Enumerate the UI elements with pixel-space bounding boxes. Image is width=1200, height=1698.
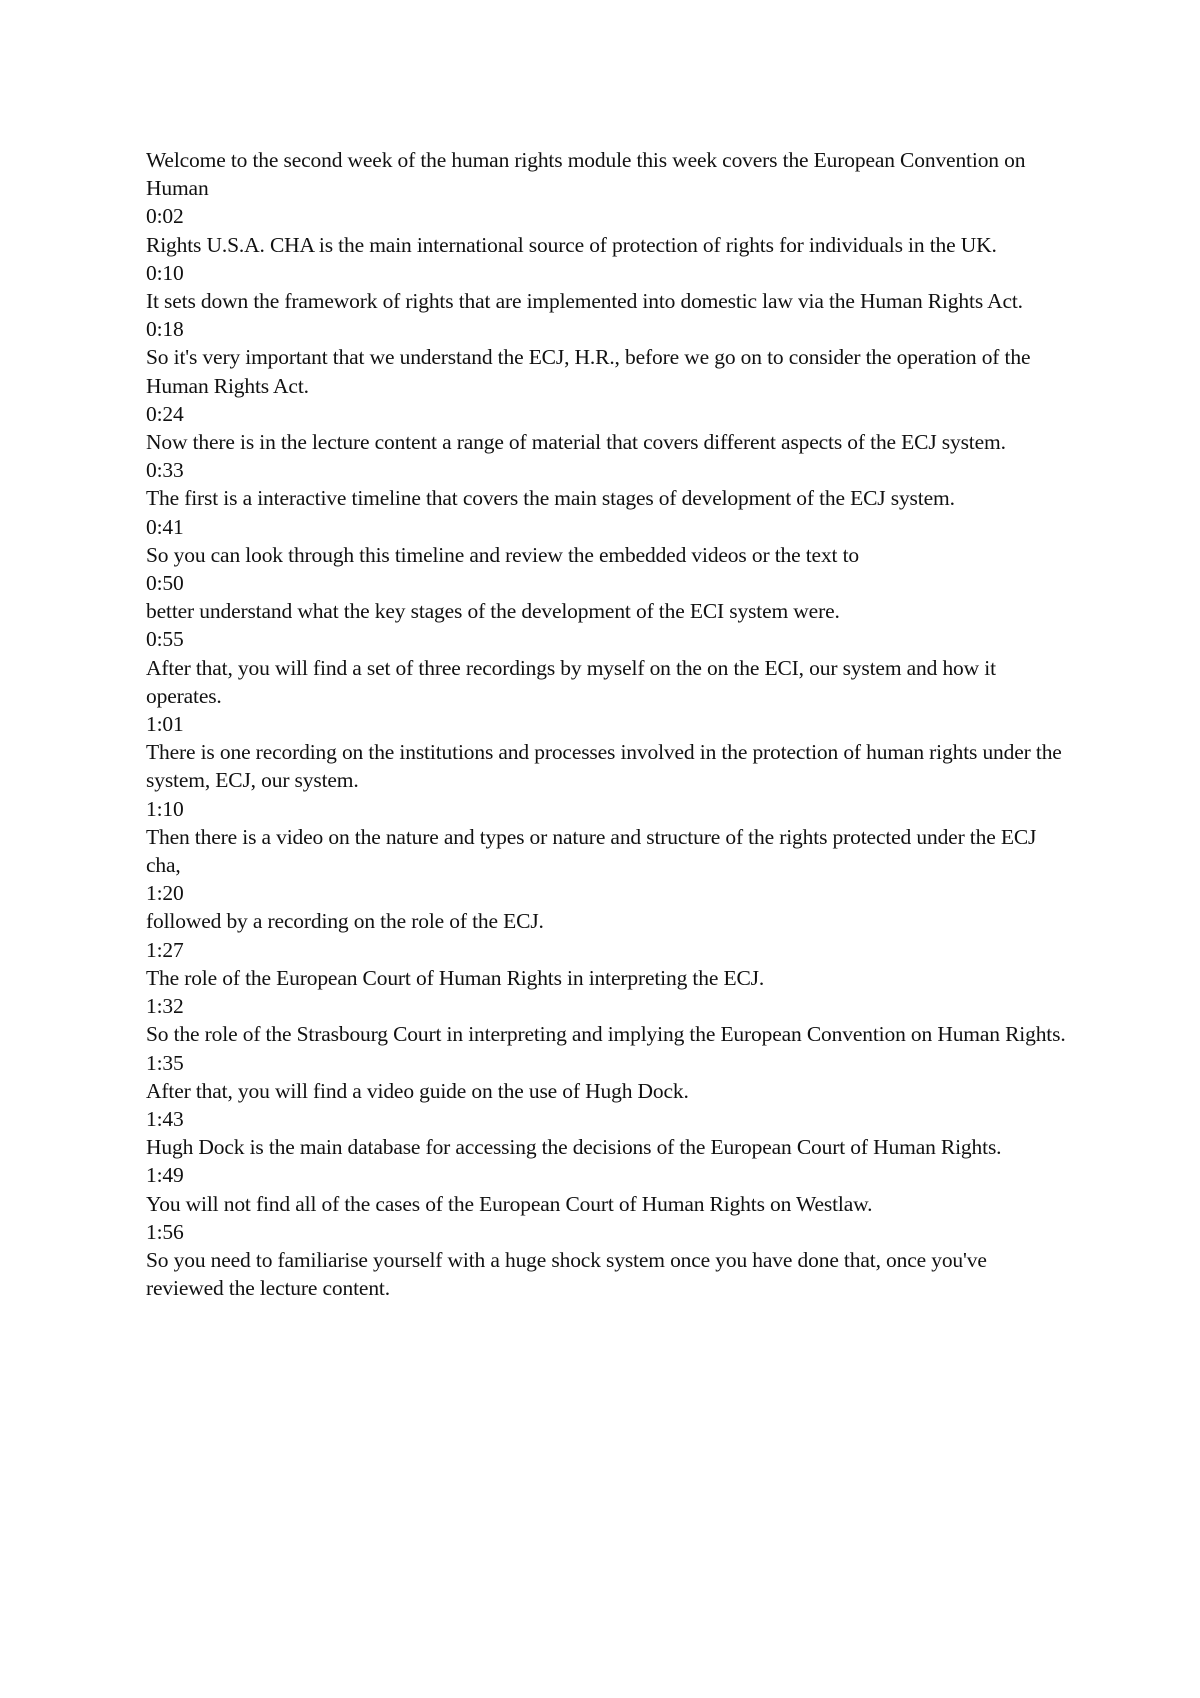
timestamp: 1:27 (146, 937, 184, 962)
transcript-text: Then there is a video on the nature and types or nature and structure of the rights protected under the ECJ cha, (146, 824, 1037, 878)
transcript-body (146, 146, 1066, 1302)
timestamp: 1:49 (146, 1163, 184, 1188)
timestamp: 1:35 (146, 1050, 184, 1075)
timestamp: 0:24 (146, 401, 184, 426)
timestamp: 1:01 (146, 712, 184, 737)
timestamp: 0:10 (146, 260, 184, 285)
timestamp: 1:32 (146, 994, 184, 1019)
timestamp: 1:43 (146, 1106, 184, 1131)
transcript-text: After that, you will find a video guide on the use of Hugh Dock. (146, 1078, 689, 1103)
transcript-text: Now there is in the lecture content a range of material that covers different aspects of the ECJ system. (146, 430, 1006, 455)
transcript-text: Rights U.S.A. CHA is the main international source of protection of rights for individuals in the UK. (146, 232, 997, 257)
transcript-text: Welcome to the second week of the human rights module this week covers the European Convention on Human (146, 148, 1026, 201)
transcript-text: There is one recording on the institutions and processes involved in the protection of human rights under the system, ECJ, our system. (146, 740, 1062, 793)
timestamp: 0:18 (146, 317, 184, 342)
timestamp: 0:02 (146, 204, 184, 229)
timestamp: 1:10 (146, 796, 184, 821)
transcript-text: You will not find all of the cases of the European Court of Human Rights on Westlaw. (146, 1191, 873, 1216)
transcript-text: The first is a interactive timeline that covers the main stages of development of the ECJ system. (146, 486, 955, 511)
timestamp: 0:33 (146, 458, 184, 483)
timestamp: 1:56 (146, 1219, 184, 1244)
transcript-text: The role of the European Court of Human Rights in interpreting the ECJ. (146, 965, 765, 990)
transcript-text: So it's very important that we understand the ECJ, H.R., before we go on to consider the operation of the Human Rights Act. (146, 345, 1031, 398)
transcript-text: Hugh Dock is the main database for accessing the decisions of the European Court of Human Rights. (146, 1135, 1002, 1160)
transcript-text: It sets down the framework of rights that are implemented into domestic law via the Human Rights Act. (146, 289, 1023, 314)
transcript-text: So the role of the Strasbourg Court in interpreting and implying the European Convention on Human Rights. (146, 1022, 1066, 1047)
transcript-text: better understand what the key stages of the development of the ECI system were. (146, 599, 840, 624)
transcript-text: So you need to familiarise yourself with a huge shock system once you have done that, once you've reviewed the lecture content. (146, 1247, 987, 1301)
timestamp: 0:50 (146, 571, 184, 596)
timestamp: 1:20 (146, 881, 184, 906)
timestamp: 0:55 (146, 627, 184, 652)
timestamp: 0:41 (146, 514, 184, 539)
transcript-text: So you can look through this timeline and review the embedded videos or the text to (146, 542, 860, 567)
transcript-text: followed by a recording on the role of the ECJ. (146, 909, 544, 934)
transcript-text: After that, you will find a set of three recordings by myself on the on the ECI, our system and how it operates. (146, 655, 996, 708)
